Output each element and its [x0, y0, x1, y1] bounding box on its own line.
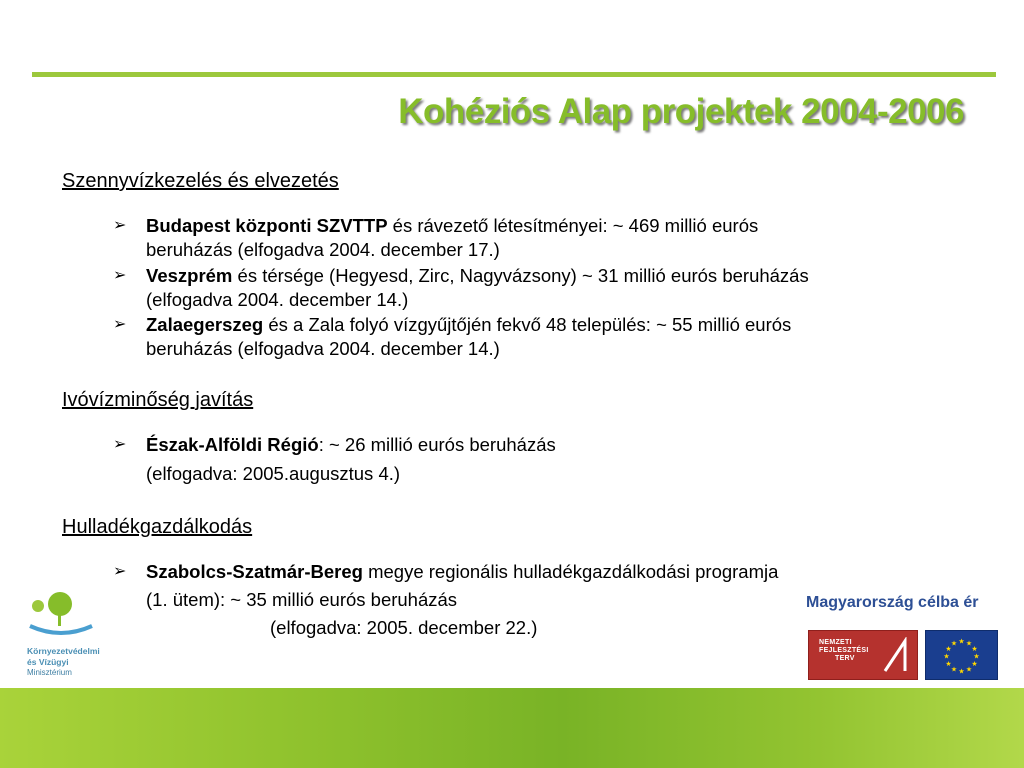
nft-line2: FEJLESZTÉSI	[819, 647, 869, 654]
section-heading-wastewater: Szennyvízkezelés és elvezetés	[62, 170, 339, 192]
arrowhead-bullet-icon: ➢	[113, 267, 127, 284]
eu-star-icon: ★	[973, 653, 980, 661]
bullet-budapest	[113, 214, 993, 262]
nft-logo	[808, 630, 918, 680]
eu-star-icon: ★	[950, 666, 958, 674]
arrowhead-bullet-icon: ➢	[113, 563, 127, 580]
bullet-continuation: beruházás (elfogadva 2004. december 17.)	[146, 239, 500, 260]
bullet-continuation: (elfogadva: 2005.augusztus 4.)	[146, 463, 401, 484]
bullet-zalaegerszeg	[113, 313, 993, 361]
bullet-continuation: (elfogadva 2004. december 14.)	[146, 289, 409, 310]
ministry-logo-line3: Minisztérium	[27, 668, 72, 677]
top-divider	[32, 72, 996, 77]
eu-star-icon: ★	[950, 640, 958, 648]
bullet-text: és rávezető létesítményei: ~ 469 millió eurós	[387, 215, 759, 236]
bullet-text: és térsége (Hegyesd, Zirc, Nagyvázsony) ~ 31 millió eurós beruházás	[232, 265, 809, 286]
bullet-szabolcs	[113, 560, 993, 584]
eu-star-icon: ★	[971, 646, 978, 653]
ministry-logo-line2: és Vízügyi	[27, 657, 69, 667]
bullet-veszprem	[113, 264, 993, 312]
arrowhead-bullet-icon: ➢	[113, 436, 127, 453]
eu-flag-icon	[925, 630, 998, 680]
section-heading-waste-management: Hulladékgazdálkodás	[62, 516, 253, 538]
nft-mark-icon	[883, 637, 911, 673]
eu-star-icon: ★	[971, 661, 978, 668]
bullet-bold-text: Észak-Alföldi Régió	[146, 434, 319, 455]
bullet-text: és a Zala folyó vízgyűjtőjén fekvő 48 település: ~ 55 millió eurós	[263, 314, 792, 335]
bullet-bold-text: Szabolcs-Szatmár-Bereg	[146, 561, 363, 582]
tree-logo-icon	[26, 590, 136, 640]
bullet-continuation: beruházás (elfogadva 2004. december 14.)	[146, 338, 500, 359]
eu-star-icon: ★	[965, 666, 973, 674]
eu-stars	[926, 631, 997, 679]
arrowhead-bullet-icon: ➢	[113, 217, 127, 234]
slide-title: Kohéziós Alap projektek 2004-2006	[398, 92, 964, 131]
ministry-logo-line1: Környezetvédelmi	[27, 646, 100, 656]
eu-star-icon: ★	[945, 661, 952, 668]
slogan-text: Magyarország célba ér	[806, 594, 979, 611]
eu-star-icon: ★	[965, 640, 973, 648]
bullet-continuation: (1. ütem): ~ 35 millió eurós beruházás	[146, 589, 458, 610]
section-heading-drinking-water: Ivóvízminőség javítás	[62, 389, 254, 411]
footer-band	[0, 688, 1024, 768]
arrowhead-bullet-icon: ➢	[113, 316, 127, 333]
bullet-eszak-alfold	[113, 433, 993, 457]
eu-star-icon: ★	[943, 653, 950, 661]
eu-star-icon: ★	[945, 646, 952, 653]
bullet-bold-text: Veszprém	[146, 265, 233, 286]
bullet-bold-text: Budapest központi SZVTTP	[146, 215, 388, 236]
bullet-text: megye regionális hulladékgazdálkodási programja	[362, 561, 779, 582]
eu-star-icon: ★	[958, 638, 965, 646]
bullet-text: : ~ 26 millió eurós beruházás	[318, 434, 556, 455]
nft-line1: NEMZETI	[819, 639, 852, 646]
bullet-bold-text: Zalaegerszeg	[146, 314, 264, 335]
nft-line3: TERV	[835, 655, 855, 662]
bullet-continuation-date: (elfogadva: 2005. december 22.)	[270, 617, 538, 638]
eu-star-icon: ★	[958, 668, 965, 676]
